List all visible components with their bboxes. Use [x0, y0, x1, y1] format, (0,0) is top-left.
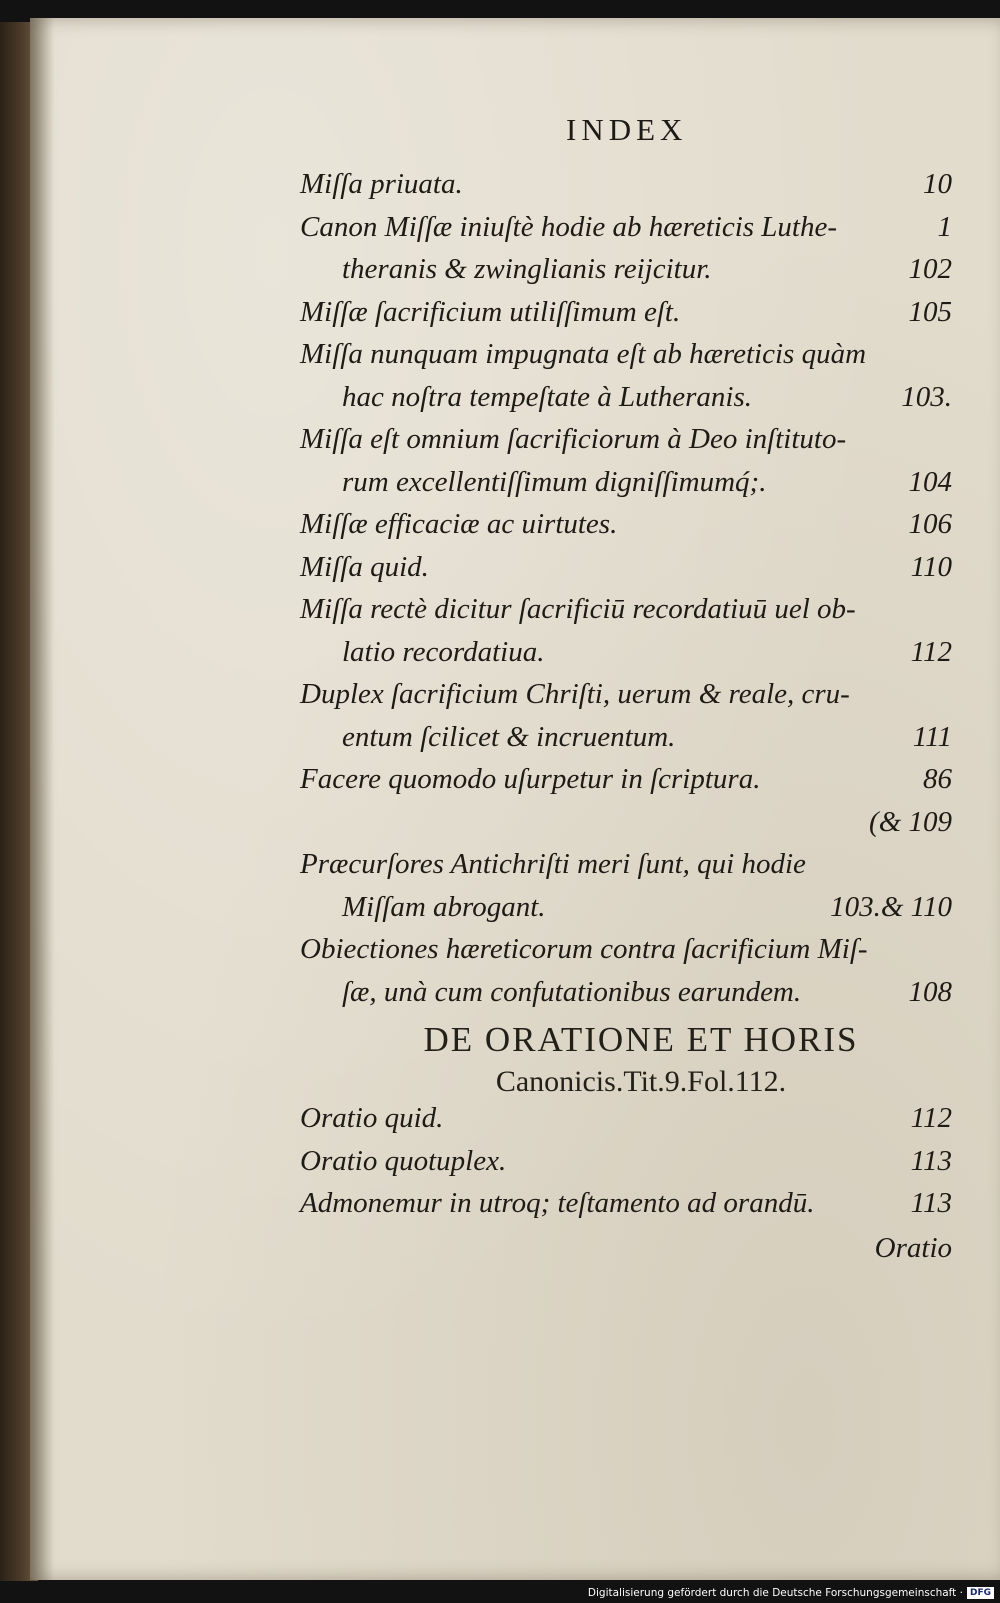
index-entry-text: Miſſa quid.: [300, 550, 429, 583]
index-line: [300, 763, 952, 806]
index-entry-text: Duplex ſacrificium Chriſti, uerum & reale, cru-: [300, 678, 850, 710]
footer-credit: Digitalisierung gefördert durch die Deutsche Forschungsgemeinschaft ·: [587, 1587, 963, 1599]
index-line: [300, 1145, 952, 1188]
page-reference: 10: [923, 168, 952, 200]
index-line: [300, 296, 952, 339]
index-entry-text: Miſſa priuata.: [300, 168, 463, 200]
index-entry-text: Miſſam abrogant.: [342, 890, 546, 923]
page-reference: 112: [910, 635, 952, 668]
gutter-shadow: [30, 18, 54, 1580]
section-subtitle: Canonicis.Tit.9.Fol.112.: [495, 1065, 787, 1098]
index-line: [300, 338, 952, 381]
index-entry-text: Miſſæ efficaciæ ac uirtutes.: [300, 508, 618, 540]
catchword-line: [300, 1230, 952, 1275]
index-entry-text: Miſſa eſt omnium ſacrificiorum à Deo inſtituto-: [300, 423, 847, 455]
index-line: [300, 976, 952, 1019]
index-line: [300, 678, 952, 721]
page-reference: 103.: [901, 380, 952, 413]
section-title: DE ORATIONE ET HORIS: [423, 1020, 859, 1059]
index-line: [300, 466, 952, 509]
page-reference: 113: [910, 1144, 952, 1177]
page-reference: 86: [923, 763, 952, 795]
page-reference: 108: [908, 975, 952, 1008]
index-line: [300, 721, 952, 764]
index-entry-text: Canon Miſſæ iniuſtè hodie ab hæreticis Luthe-: [300, 210, 838, 243]
index-line: [300, 593, 952, 636]
index-entry-text: Facere quomodo uſurpetur in ſcriptura.: [300, 763, 761, 795]
index-entry-text: Admonemur in utroq; teſtamento ad orandū.: [300, 1187, 815, 1219]
index-line: [300, 211, 952, 254]
index-line: [300, 891, 952, 934]
page-reference: 104: [908, 465, 952, 498]
index-entry-text: Oratio quotuplex.: [300, 1144, 507, 1177]
index-line: [300, 168, 952, 211]
section-heading: [300, 1018, 952, 1102]
index-line: [300, 508, 952, 551]
page-reference: (& 109: [869, 805, 952, 838]
page-reference: 1: [937, 210, 952, 243]
index-entries-oratio: [300, 1102, 952, 1230]
running-head: INDEX: [566, 112, 688, 147]
index-line: [300, 423, 952, 466]
index-line: [300, 381, 952, 424]
index-entry-text: Miſſa rectè dicitur ſacrificiū recordatiuū uel ob-: [300, 593, 856, 625]
page-reference: 113: [910, 1187, 952, 1219]
index-entries-missa: [300, 168, 952, 1018]
dfg-logo: DFG: [967, 1587, 994, 1599]
index-entry-text: Obiectiones hæreticorum contra ſacrificium Miſ-: [300, 933, 868, 965]
page-reference: 110: [910, 550, 952, 583]
index-line: [300, 806, 952, 849]
index-entry-text: latio recordatiua.: [342, 635, 545, 668]
index-entry-text: entum ſcilicet & incruentum.: [342, 720, 676, 753]
index-entry-text: Oratio quid.: [300, 1102, 444, 1134]
index-entry-text: rum excellentiſſimum digniſſimumq́;.: [342, 465, 767, 498]
index-entry-text: Miſſa nunquam impugnata eſt ab hæreticis quàm: [300, 338, 867, 370]
index-line: [300, 1102, 952, 1145]
index-line: [300, 636, 952, 679]
page-reference: 106: [908, 508, 952, 540]
index-entry-text: Præcurſores Antichriſti meri ſunt, qui hodie: [300, 848, 806, 880]
index-line: [300, 933, 952, 976]
index-entry-text: Miſſæ ſacrificium utiliſſimum eſt.: [300, 295, 681, 328]
catchword: Oratio: [874, 1231, 952, 1264]
index-entry-text: hac noſtra tempeſtate à Lutheranis.: [342, 380, 752, 413]
page-reference: 105: [908, 295, 952, 328]
index-content: [300, 168, 952, 1274]
page-reference: 111: [912, 720, 952, 753]
digitization-footer: [588, 1585, 994, 1601]
page-reference: 103.& 110: [830, 890, 952, 923]
index-line: [300, 848, 952, 891]
page-reference: 102: [908, 253, 952, 285]
index-line: [300, 253, 952, 296]
index-line: [300, 551, 952, 594]
index-entry-text: ſæ, unà cum confutationibus earundem.: [342, 975, 802, 1008]
page-reference: 112: [910, 1102, 952, 1134]
index-line: [300, 1187, 952, 1230]
index-entry-text: theranis & zwinglianis reijcitur.: [342, 253, 712, 285]
